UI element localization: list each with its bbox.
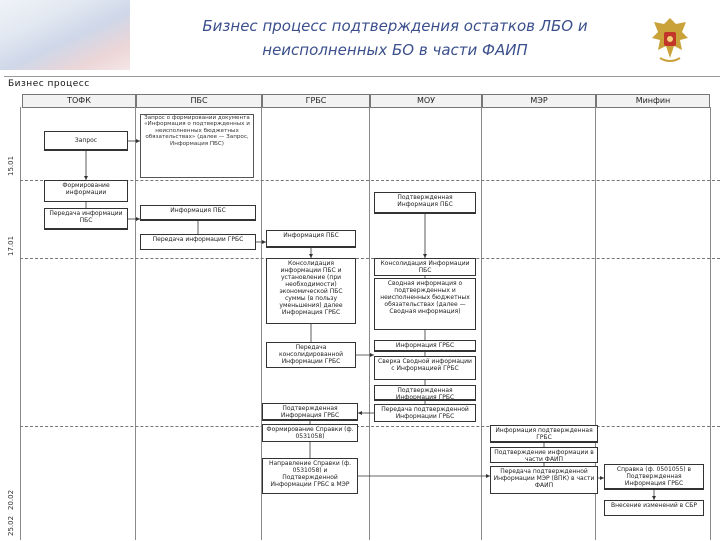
lane-divider [710, 107, 711, 540]
page-title: Бизнес процесс подтверждения остатков ЛБО и неисполненных БО в части ФАИП [202, 17, 588, 59]
process-box-minfin-cert: Справка (ф. 0501055) в Подтвержденная Информация ГРБС [604, 464, 704, 490]
lane-header-mer: МЭР [482, 94, 596, 108]
process-box-mou-info-grbs: Информация ГРБС [374, 340, 476, 352]
process-box-confirmed-pbs: Подтвержденная Информация ПБС [374, 192, 476, 214]
emblem-icon [646, 14, 694, 66]
process-box-send-grbs: Передача информации ГРБС [140, 234, 256, 250]
process-box-mou-send: Передача подтвержденной Информации ГРБС [374, 404, 476, 422]
process-box-grbs-info-pbs: Информация ПБС [266, 230, 356, 248]
process-box-request: Запрос [44, 131, 128, 151]
period-separator [20, 426, 720, 427]
process-box-send-info: Передача информации ПБС [44, 208, 128, 230]
period-separator [20, 258, 720, 259]
date-marker: 15.01 [7, 155, 15, 176]
process-box-mer-info: Информация подтвержденная ГРБС [490, 425, 598, 443]
lane-header-pbs: ПБС [136, 94, 262, 108]
process-box-send-consolidated: Передача консолидированной Информации ГРБС [266, 342, 356, 368]
process-box-confirmed-grbs: Подтвержденная Информация ГРБС [262, 403, 358, 421]
process-box-mer-send: Передача подтвержденной Информации МЭР (ВПК) в части ФАИП [490, 466, 598, 494]
date-marker: 25.02 [7, 515, 15, 536]
process-label: Бизнес процесс [8, 79, 90, 89]
process-box-pbs-info: Информация ПБС [140, 205, 256, 221]
lane-divider [369, 107, 370, 540]
lane-header-grbs: ГРБС [262, 94, 370, 108]
lane-divider [481, 107, 482, 540]
process-box-mou-confirmed-grbs: Подтвержденная Информация ГРБС [374, 385, 476, 401]
process-box-minfin-changes: Внесение изменений в СБР [604, 500, 704, 516]
flag-background [0, 0, 130, 70]
date-marker: 17.01 [7, 235, 15, 256]
process-box-form-info: Формирование информации [44, 180, 128, 202]
lane-divider [135, 107, 136, 540]
process-box-send-certificate: Направление Справки (ф. 0531058) и Подтвержденной Информации ГРБС в МЭР [262, 458, 358, 494]
process-box-consolidation: Консолидация информации ПБС и установление (при необходимости) экономической ПБС суммы (в пользу уменьшения) далее Информация ГРБС [266, 258, 356, 324]
process-box-mou-consolidation: Консолидация Информации ПБС [374, 258, 476, 276]
process-box-reconcile: Сверка Сводной информации с Информацией ГРБС [374, 356, 476, 380]
lane-header-tofk: ТОФК [22, 94, 136, 108]
process-box-summary: Сводная информация о подтвержденных и неисполненных бюджетных обязательствах (далее — Сводная информация) [374, 278, 476, 330]
date-marker: 20.02 [7, 489, 15, 510]
process-box-form-certificate: Формирование Справки (ф. 0531058) [262, 424, 358, 442]
lane-header-mou: МОУ [370, 94, 482, 108]
lane-divider [20, 107, 21, 540]
lane-header-minfin: Минфин [596, 94, 710, 108]
process-box-mer-update: Подтверждение информации в части ФАИП [490, 447, 598, 463]
process-note-request: Запрос о формировании документа «Информация о подтвержденных и неисполненных бюджетных обязательствах» (далее — Запрос, Информация ПБС) [140, 114, 254, 178]
